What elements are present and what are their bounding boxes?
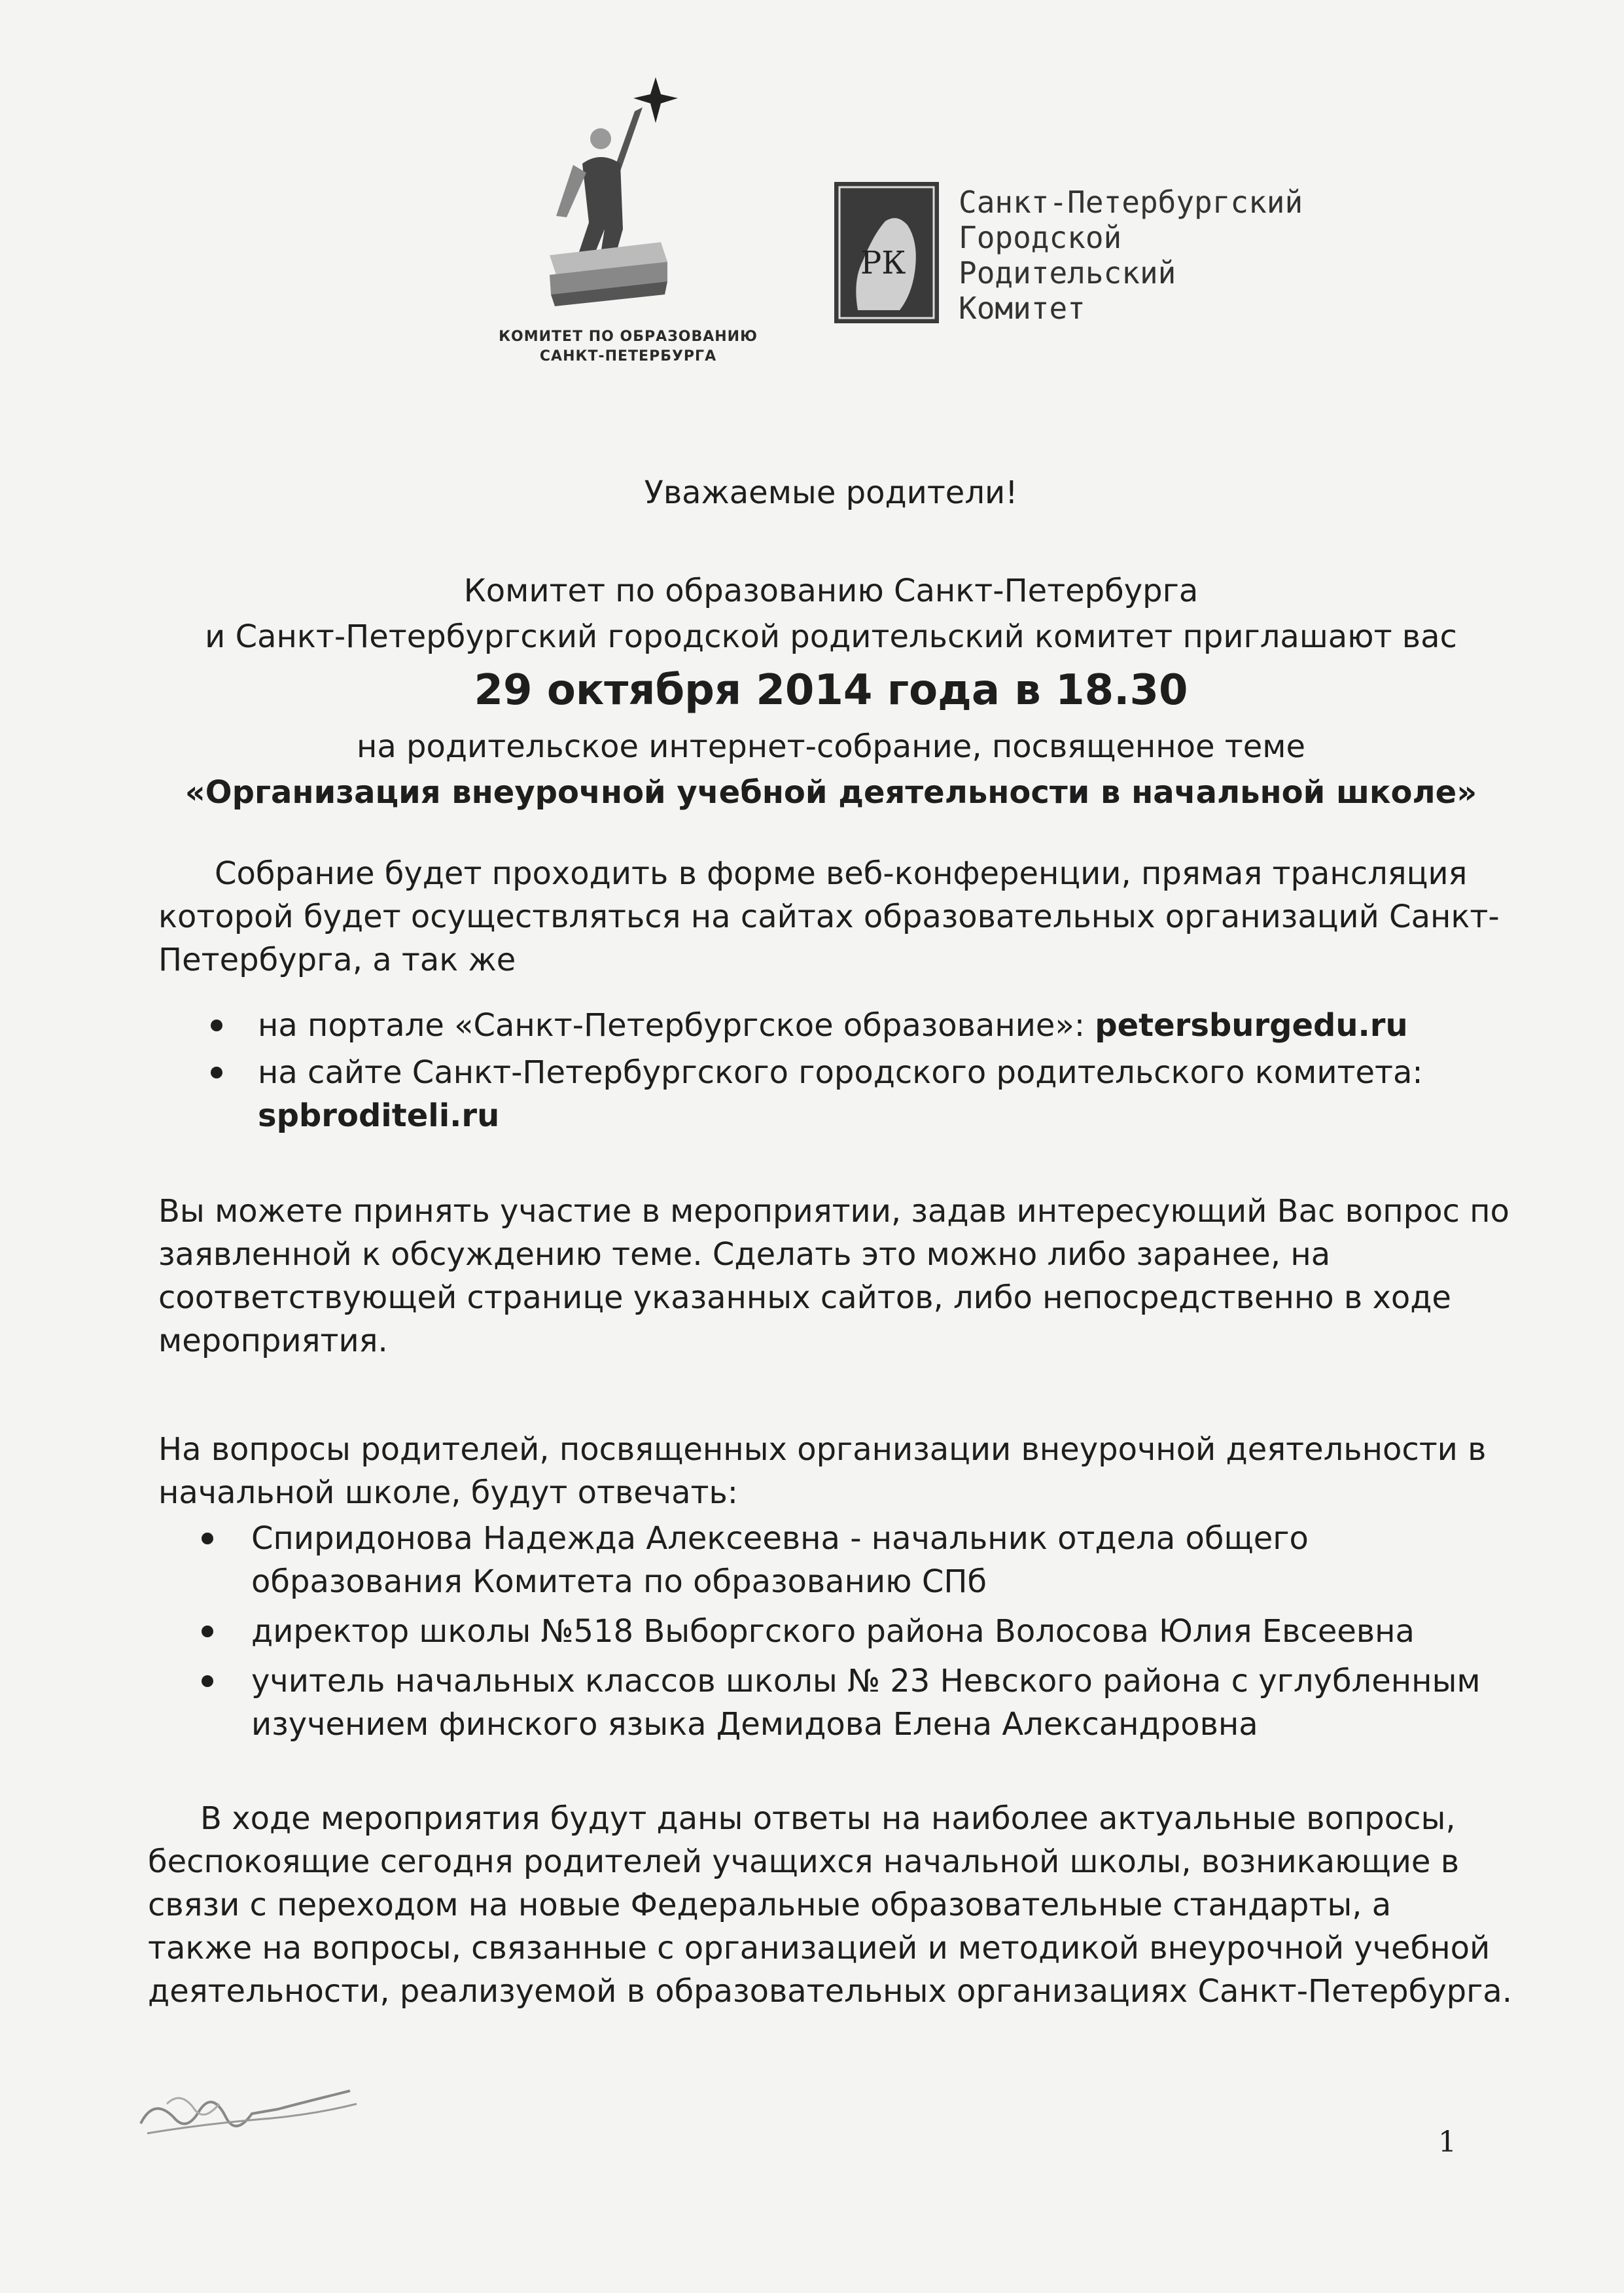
speaker-line: образования Комитета по образованию СПб [251, 1563, 987, 1600]
paragraph-line: Собрание будет проходить в форме веб-конференции, прямая трансляция [215, 855, 1468, 892]
answers-paragraph [158, 1428, 1486, 1514]
greeting: Уважаемые родители! [644, 474, 1018, 511]
broadcast-paragraph [158, 852, 1500, 982]
parent-committee-name [959, 185, 1417, 326]
intro-line: Комитет по образованию Санкт-Петербурга [463, 573, 1199, 609]
paragraph-line: Петербурга, а так же [158, 942, 516, 978]
list-item [202, 1517, 1481, 1603]
rk-name-line: Комитет [959, 291, 1086, 326]
paragraph-line: которой будет осуществляться на сайтах образовательных организаций Санкт- [158, 898, 1500, 935]
intro-line: и Санкт-Петербургский городской родительский комитет приглашают вас [205, 618, 1457, 655]
final-paragraph [148, 1797, 1512, 2013]
speaker-line: директор школы №518 Выборгского района Волосова Юлия Евсеевна [251, 1613, 1415, 1650]
page-number: 1 [1438, 2125, 1456, 2159]
committee-caption-line2: САНКТ-ПЕТЕРБУРГА [539, 348, 717, 364]
speaker-line: Спиридонова Надежда Алексеевна - начальник отдела общего [251, 1520, 1309, 1557]
topic-title: «Организация внеурочной учебной деятельности в начальной школе» [185, 774, 1477, 811]
event-date: 29 октября 2014 года в 18.30 [474, 666, 1188, 715]
signature [128, 2078, 363, 2150]
paragraph-line: В ходе мероприятия будут даны ответы на наиболее актуальные вопросы, [200, 1800, 1456, 1837]
site-link-spbroditeli[interactable]: spbroditeli.ru [258, 1097, 500, 1134]
bullet-icon [211, 1020, 222, 1031]
speaker-line: учитель начальных классов школы № 23 Невского района с углубленным [251, 1663, 1481, 1699]
rk-name-line: Санкт-Петербургский [959, 185, 1303, 220]
speaker-line: изучением финского языка Демидова Елена Александровна [251, 1706, 1258, 1743]
site-description: на портале «Санкт-Петербургское образование»: [258, 1007, 1095, 1044]
site-link-petersburgedu[interactable]: petersburgedu.ru [1095, 1007, 1408, 1044]
list-item [202, 1610, 1481, 1653]
paragraph-line: также на вопросы, связанные с организацией и методикой внеурочной учебной [148, 1930, 1491, 1966]
rk-name-line: Городской [959, 220, 1122, 255]
list-item [202, 1660, 1481, 1746]
rk-name-line: Родительский [959, 255, 1176, 291]
site-description: на сайте Санкт-Петербургского городского родительского комитета: [258, 1054, 1423, 1091]
paragraph-line: На вопросы родителей, посвященных организации внеурочной деятельности в [158, 1431, 1487, 1468]
committee-caption [458, 327, 798, 366]
paragraph-line: заявленной к обсуждению теме. Сделать это можно либо заранее, на [158, 1236, 1331, 1273]
emblem-letters: РК [860, 245, 906, 281]
sites-list [211, 1004, 1423, 1137]
bullet-icon [202, 1675, 213, 1687]
paragraph-line: связи с переходом на новые Федеральные образовательные стандарты, а [148, 1887, 1392, 1923]
participation-paragraph [158, 1190, 1509, 1362]
parent-committee-emblem [834, 182, 939, 323]
bullet-icon [202, 1626, 213, 1637]
topic-lead: на родительское интернет-собрание, посвященное теме [356, 728, 1306, 765]
paragraph-line: соответствующей странице указанных сайтов, либо непосредственно в ходе [158, 1279, 1451, 1316]
committee-logo [537, 65, 687, 314]
bullet-icon [202, 1533, 213, 1544]
committee-caption-line1: КОМИТЕТ ПО ОБРАЗОВАНИЮ [499, 329, 758, 345]
list-item [211, 1004, 1423, 1047]
bullet-icon [211, 1067, 222, 1078]
paragraph-line: Вы можете принять участие в мероприятии, задав интересующий Вас вопрос по [158, 1193, 1509, 1230]
paragraph-line: мероприятия. [158, 1323, 388, 1359]
paragraph-line: беспокоящие сегодня родителей учащихся начальной школы, возникающие в [148, 1843, 1459, 1880]
paragraph-line: деятельности, реализуемой в образовательных организациях Санкт-Петербурга. [148, 1973, 1512, 2010]
speakers-list [202, 1517, 1481, 1746]
paragraph-line: начальной школе, будут отвечать: [158, 1474, 738, 1511]
list-item [211, 1051, 1423, 1137]
